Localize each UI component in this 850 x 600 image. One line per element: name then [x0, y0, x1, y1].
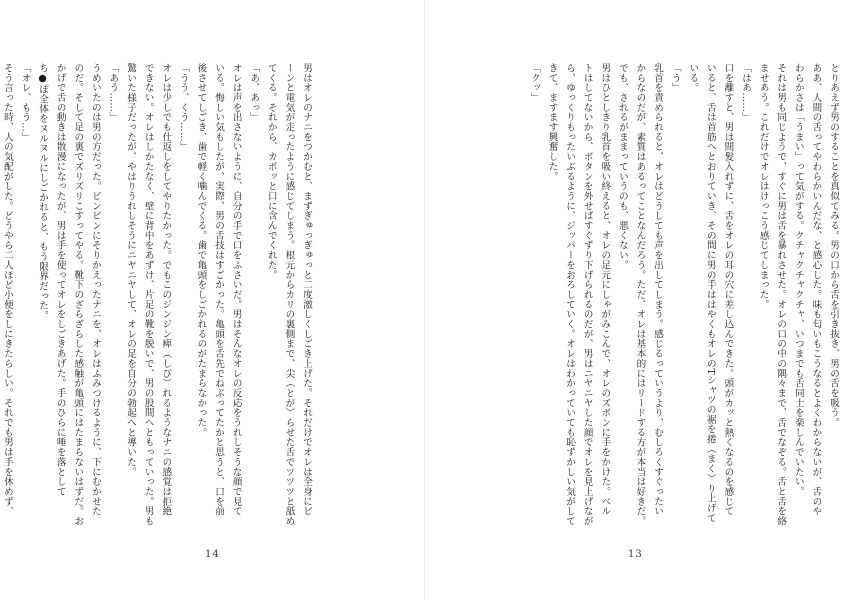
text-line: 「あ、あっ」 — [248, 63, 260, 123]
text-line: うめいたのは男の方だった。ビンビンにそりかえったナニを、オレはふみつけるように、下にむかせた — [89, 63, 101, 517]
text-line: 後させてしごき、歯で軽く噛んでくる。歯で亀頭をしごかれるのがたまらなかった。 — [195, 63, 207, 438]
text-line: ませあう。これだけでオレはけっこう感じてしまった。 — [757, 63, 769, 310]
text-line: 男はひとしきり乳首を吸い終えると、オレの足元にしゃがみこんで、オレのズボンに手をかけた。ベル — [599, 63, 611, 517]
right-page — [425, 0, 850, 600]
text-line: そう言った時、人の気配がした。どうやら二人ほど小便をしにきたらしい。それでも男は手を休めず、 — [1, 63, 13, 517]
text-line: わらかさは「うまい」って気がする。クチャクチャクチャ、いつまでも舌同士を楽しんでいたい。 — [792, 63, 804, 497]
text-line: きて、ますます興奮した。 — [546, 63, 558, 182]
right-page-text — [528, 63, 842, 526]
text-line: ち●ぽ全体をヌルヌルにしごかれると、もう限界だった。 — [37, 63, 49, 321]
text-line: 「あう……」 — [107, 63, 119, 123]
page-number-right: 13 — [628, 549, 643, 560]
text-line: てくる。それから、カポッと口に含んでくれた。 — [265, 63, 277, 280]
text-line: いると、舌は首筋へとおりていき、その間に男の手ははやくもオレのTシャツの裾を捲（まく）り上げて — [704, 63, 716, 523]
text-line: 乳首を責められると、オレはどうしても声を出してしまう。感じるっていうより、むしろくすぐったい — [652, 63, 664, 517]
text-line: のだ。そして足の裏でズリズリこすってやる。靴下のざらざらした感触が亀頭にはたまらないはずだ。お — [72, 63, 84, 526]
text-line: 「クッ」 — [528, 63, 540, 103]
text-line: オレは少しでも仕返しをしてやりたかった。でもこのジンジン痺（しび）れるようなナニの感覚は拒絶 — [160, 63, 172, 517]
text-line: いる。 — [687, 63, 699, 93]
text-line: ああ、人間の舌ってやわらかいんだな、と感心した。味も匂いもこうなるとよくわからないが、舌のや — [810, 63, 822, 517]
text-line: トはしてないから、ボタンを外せばすぐずり下げられるのだが、男はニヤニヤした顔でオレを見上げなが — [581, 63, 593, 526]
text-line: いる。悔しい気もしたが、実際、男の舌技はすごかった。亀頭を舌先でねぶってたかと思うと、口を前 — [213, 63, 225, 517]
text-line: ら、ゆっくりもったいぶるように、ジッパーをおろしていく。オレはわかっていても恥ずかしい気がして — [564, 63, 576, 526]
text-line: 「オレ、もう…」 — [19, 63, 31, 142]
left-page-text — [1, 63, 315, 526]
text-line: 「うう、くう……」 — [177, 63, 189, 152]
text-line: できない。オレはしかたなく、壁に背中をあずけ、片足の靴を脱いで、男の股間へともっていった。男も — [142, 63, 154, 526]
text-line: 驚いた様子だったが、やはりうれしそうにニヤニヤして、オレの足を自分の勃起へと導いた。 — [125, 63, 137, 477]
page-number-left: 14 — [205, 549, 220, 560]
text-line: 「はあ……」 — [740, 63, 752, 123]
text-line: 「う」 — [669, 63, 681, 93]
text-line: それは男も同じようで、すぐに男は舌を暴れさせた。オレの口の中の隅々まで、舌でなぞる。舌と舌を絡 — [775, 63, 787, 526]
text-line: 口を離すと、男は間髪入れずに、舌をオレの耳の穴に差し込んできた。頭がカッと熱くなるのを感じて — [722, 63, 734, 517]
text-line: でも、されるがままっていうのも、悪くない。 — [616, 63, 628, 270]
text-line: 男はオレのナニをつかむと、まずぎゅっぎゅっと二度激しくしごき上げた。それだけでオレは全身にビ — [301, 63, 312, 517]
text-line: オレは声を出さないように、自分の手で口をふさいだ。男はそんなオレの反応をうれしそうな顔で見て — [230, 63, 242, 517]
text-line: からなのだが、素質はあるってことなんだろう。ただ、オレは基本的にはリードする方が本当は好きだ。 — [634, 63, 646, 526]
text-line: とりあえず男のすることを真似てみる。男の口から舌を引き抜き、男の舌を吸う。 — [828, 63, 839, 428]
text-line: かげで舌の動きは散漫になったが、男は手を使ってオレをしごきあげた。手のひらに唾を落として — [54, 63, 66, 497]
text-line: ーンと電気が走ったように感じてしまう。根元からカリの裏側まで、尖（とが）らせた舌でツツツと舐め — [283, 63, 295, 526]
